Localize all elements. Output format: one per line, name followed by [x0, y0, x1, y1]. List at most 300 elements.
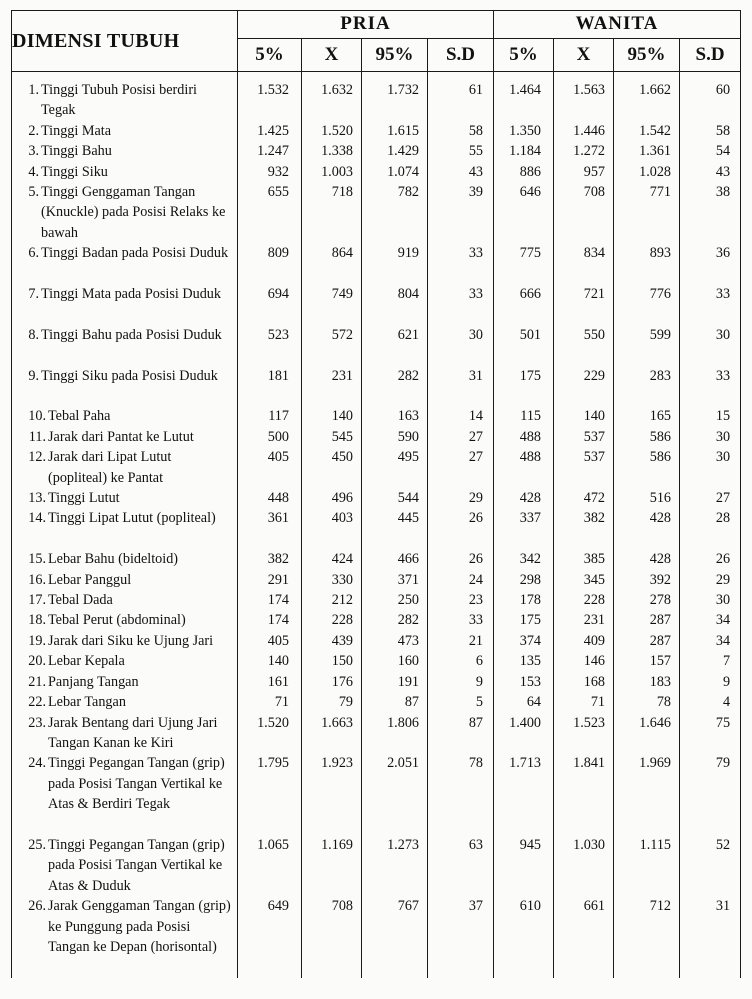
wanita-mean-cell: 409 — [554, 631, 614, 651]
pria-sd-cell: 23 — [428, 590, 494, 610]
wanita-mean-cell: 1.563 — [554, 72, 614, 121]
dimension-name-cell — [12, 427, 238, 447]
wanita-p5-cell: 135 — [494, 651, 554, 671]
pria-p95-cell: 495 — [362, 447, 428, 488]
wanita-p5-cell: 337 — [494, 508, 554, 549]
dimension-name-cell — [12, 162, 238, 182]
table-row — [12, 631, 741, 651]
row-number: 6. — [28, 245, 39, 262]
pria-sd-cell: 58 — [428, 121, 494, 141]
table-row — [12, 610, 741, 630]
wanita-mean-cell: 140 — [554, 406, 614, 426]
pria-p5-cell: 1.425 — [238, 121, 302, 141]
wanita-p95-cell: 428 — [614, 508, 680, 549]
wanita-p95-cell: 776 — [614, 284, 680, 325]
wanita-mean-cell: 228 — [554, 590, 614, 610]
row-number: 18. — [28, 612, 46, 629]
dimension-label: Tinggi Siku — [41, 163, 108, 180]
table-row — [12, 366, 741, 407]
pria-mean-cell: 231 — [302, 366, 362, 407]
pria-p5-cell: 405 — [238, 447, 302, 488]
pria-p95-cell: 1.806 — [362, 713, 428, 754]
table-row — [12, 835, 741, 896]
row-number: 13. — [28, 490, 46, 507]
wanita-mean-cell: 472 — [554, 488, 614, 508]
pria-sd-cell: 29 — [428, 488, 494, 508]
table-row — [12, 427, 741, 447]
wanita-sd-cell: 60 — [680, 72, 741, 121]
dimension-label: Tinggi Bahu — [41, 143, 112, 160]
wanita-p5-cell: 501 — [494, 325, 554, 366]
row-number: 20. — [28, 653, 46, 670]
pria-mean-cell: 1.169 — [302, 835, 362, 896]
wanita-p95-cell: 287 — [614, 610, 680, 630]
wanita-mean-cell: 1.523 — [554, 713, 614, 754]
pria-mean-cell: 79 — [302, 692, 362, 712]
table-row — [12, 72, 741, 121]
dimension-name-cell — [12, 366, 238, 407]
dimension-label: Lebar Panggul — [48, 571, 132, 588]
pria-sd-cell: 78 — [428, 753, 494, 835]
pria-p5-cell: 140 — [238, 651, 302, 671]
table-row — [12, 651, 741, 671]
header-wanita-p95: 95% — [614, 39, 680, 72]
pria-sd-cell: 26 — [428, 549, 494, 569]
pria-p5-cell: 500 — [238, 427, 302, 447]
dimension-name-cell — [12, 692, 238, 712]
dimension-label: Lebar Kepala — [48, 653, 125, 670]
row-number: 21. — [28, 673, 46, 690]
table-row — [12, 406, 741, 426]
pria-p5-cell: 405 — [238, 631, 302, 651]
dimension-label: Tebal Paha — [48, 408, 111, 425]
table-row — [12, 692, 741, 712]
table-row — [12, 753, 741, 835]
pria-mean-cell: 439 — [302, 631, 362, 651]
wanita-sd-cell: 54 — [680, 141, 741, 161]
wanita-sd-cell: 30 — [680, 325, 741, 366]
pria-mean-cell: 749 — [302, 284, 362, 325]
table-row — [12, 713, 741, 754]
row-number: 3. — [28, 143, 39, 160]
pria-mean-cell: 176 — [302, 672, 362, 692]
table-row — [12, 590, 741, 610]
pria-mean-cell: 496 — [302, 488, 362, 508]
pria-p5-cell: 361 — [238, 508, 302, 549]
dimension-name-cell — [12, 651, 238, 671]
wanita-p5-cell: 610 — [494, 896, 554, 978]
wanita-mean-cell: 834 — [554, 243, 614, 284]
wanita-mean-cell: 537 — [554, 427, 614, 447]
pria-sd-cell: 33 — [428, 243, 494, 284]
wanita-p95-cell: 771 — [614, 182, 680, 243]
wanita-p5-cell: 1.713 — [494, 753, 554, 835]
dimension-label: Tinggi Pegangan Tangan (grip) pada Posisi Tangan Vertikal ke Atas & Berdiri Tegak — [48, 755, 225, 813]
wanita-p95-cell: 599 — [614, 325, 680, 366]
wanita-mean-cell: 537 — [554, 447, 614, 488]
wanita-p5-cell: 428 — [494, 488, 554, 508]
row-number: 22. — [28, 694, 46, 711]
pria-p95-cell: 87 — [362, 692, 428, 712]
pria-sd-cell: 26 — [428, 508, 494, 549]
wanita-mean-cell: 1.272 — [554, 141, 614, 161]
pria-p5-cell: 1.795 — [238, 753, 302, 835]
wanita-sd-cell: 30 — [680, 590, 741, 610]
dimension-name-cell — [12, 549, 238, 569]
pria-p95-cell: 160 — [362, 651, 428, 671]
pria-sd-cell: 55 — [428, 141, 494, 161]
pria-mean-cell: 1.520 — [302, 121, 362, 141]
dimension-label: Tinggi Lipat Lutut (popliteal) — [48, 510, 216, 527]
row-number: 12. — [28, 449, 46, 466]
pria-mean-cell: 150 — [302, 651, 362, 671]
pria-mean-cell: 450 — [302, 447, 362, 488]
wanita-p95-cell: 78 — [614, 692, 680, 712]
wanita-sd-cell: 52 — [680, 835, 741, 896]
wanita-sd-cell: 34 — [680, 610, 741, 630]
wanita-p5-cell: 374 — [494, 631, 554, 651]
dimension-name-cell — [12, 570, 238, 590]
pria-sd-cell: 6 — [428, 651, 494, 671]
dimension-name-cell — [12, 896, 238, 978]
wanita-p5-cell: 488 — [494, 427, 554, 447]
dimension-name-cell — [12, 141, 238, 161]
table-row — [12, 672, 741, 692]
pria-sd-cell: 27 — [428, 427, 494, 447]
header-wanita-sd: S.D — [680, 39, 741, 72]
wanita-sd-cell: 30 — [680, 427, 741, 447]
pria-mean-cell: 228 — [302, 610, 362, 630]
wanita-sd-cell: 38 — [680, 182, 741, 243]
pria-sd-cell: 14 — [428, 406, 494, 426]
dimension-name-cell — [12, 488, 238, 508]
row-number: 14. — [28, 510, 46, 527]
wanita-p5-cell: 666 — [494, 284, 554, 325]
dimension-label: Tinggi Bahu pada Posisi Duduk — [41, 326, 222, 343]
pria-sd-cell: 39 — [428, 182, 494, 243]
pria-p5-cell: 694 — [238, 284, 302, 325]
dimension-label: Jarak dari Pantat ke Lutut — [48, 428, 194, 445]
pria-p5-cell: 1.520 — [238, 713, 302, 754]
wanita-mean-cell: 382 — [554, 508, 614, 549]
pria-sd-cell: 31 — [428, 366, 494, 407]
pria-p95-cell: 1.273 — [362, 835, 428, 896]
pria-mean-cell: 718 — [302, 182, 362, 243]
header-pria-p5: 5% — [238, 39, 302, 72]
dimension-name-cell — [12, 182, 238, 243]
row-number: 19. — [28, 632, 46, 649]
dimension-name-cell — [12, 835, 238, 896]
wanita-sd-cell: 4 — [680, 692, 741, 712]
pria-mean-cell: 708 — [302, 896, 362, 978]
dimension-label: Tebal Dada — [48, 592, 113, 609]
dimension-name-cell — [12, 72, 238, 121]
wanita-p5-cell: 1.350 — [494, 121, 554, 141]
wanita-p5-cell: 175 — [494, 366, 554, 407]
wanita-sd-cell: 75 — [680, 713, 741, 754]
pria-mean-cell: 1.663 — [302, 713, 362, 754]
wanita-p95-cell: 893 — [614, 243, 680, 284]
dimension-name-cell — [12, 590, 238, 610]
pria-sd-cell: 43 — [428, 162, 494, 182]
pria-sd-cell: 24 — [428, 570, 494, 590]
dimension-label: Tinggi Mata — [41, 122, 112, 139]
pria-sd-cell: 33 — [428, 284, 494, 325]
pria-mean-cell: 1.923 — [302, 753, 362, 835]
dimension-name-cell — [12, 121, 238, 141]
wanita-p95-cell: 1.115 — [614, 835, 680, 896]
pria-sd-cell: 61 — [428, 72, 494, 121]
pria-sd-cell: 30 — [428, 325, 494, 366]
wanita-p95-cell: 165 — [614, 406, 680, 426]
row-number: 24. — [28, 755, 46, 772]
wanita-sd-cell: 27 — [680, 488, 741, 508]
table-body — [12, 72, 741, 978]
wanita-sd-cell: 15 — [680, 406, 741, 426]
table-row — [12, 162, 741, 182]
row-number: 4. — [28, 163, 39, 180]
wanita-p95-cell: 1.662 — [614, 72, 680, 121]
wanita-sd-cell: 28 — [680, 508, 741, 549]
dimension-label: Tinggi Badan pada Posisi Duduk — [41, 245, 229, 262]
dimension-label: Tebal Perut (abdominal) — [48, 612, 186, 629]
pria-p95-cell: 163 — [362, 406, 428, 426]
header-pria-sd: S.D — [428, 39, 494, 72]
wanita-p5-cell: 1.184 — [494, 141, 554, 161]
pria-p5-cell: 1.247 — [238, 141, 302, 161]
header-wanita-p5: 5% — [494, 39, 554, 72]
pria-p5-cell: 181 — [238, 366, 302, 407]
wanita-mean-cell: 168 — [554, 672, 614, 692]
pria-mean-cell: 572 — [302, 325, 362, 366]
row-number: 8. — [28, 326, 39, 343]
wanita-p5-cell: 153 — [494, 672, 554, 692]
wanita-p95-cell: 1.361 — [614, 141, 680, 161]
pria-sd-cell: 37 — [428, 896, 494, 978]
pria-mean-cell: 864 — [302, 243, 362, 284]
header-group-wanita: WANITA — [494, 11, 741, 39]
header-dimensi-tubuh: DIMENSI TUBUH — [12, 11, 238, 72]
wanita-sd-cell: 9 — [680, 672, 741, 692]
dimension-label: Lebar Bahu (bideltoid) — [48, 551, 179, 568]
wanita-p95-cell: 157 — [614, 651, 680, 671]
dimension-name-cell — [12, 508, 238, 549]
table-header — [12, 11, 741, 72]
dimension-label: Jarak dari Lipat Lutut (popliteal) ke Pantat — [48, 449, 172, 486]
pria-p5-cell: 1.065 — [238, 835, 302, 896]
row-number: 11. — [28, 428, 46, 445]
wanita-p5-cell: 1.464 — [494, 72, 554, 121]
pria-p5-cell: 382 — [238, 549, 302, 569]
pria-p5-cell: 174 — [238, 610, 302, 630]
wanita-p5-cell: 646 — [494, 182, 554, 243]
pria-p95-cell: 804 — [362, 284, 428, 325]
table-row — [12, 182, 741, 243]
pria-mean-cell: 212 — [302, 590, 362, 610]
wanita-p5-cell: 1.400 — [494, 713, 554, 754]
wanita-mean-cell: 661 — [554, 896, 614, 978]
wanita-sd-cell: 30 — [680, 447, 741, 488]
pria-p95-cell: 473 — [362, 631, 428, 651]
pria-p5-cell: 174 — [238, 590, 302, 610]
wanita-sd-cell: 33 — [680, 366, 741, 407]
header-wanita-mean: X — [554, 39, 614, 72]
wanita-sd-cell: 34 — [680, 631, 741, 651]
wanita-mean-cell: 1.446 — [554, 121, 614, 141]
wanita-mean-cell: 721 — [554, 284, 614, 325]
dimension-label: Panjang Tangan — [48, 673, 139, 690]
dimension-name-cell — [12, 713, 238, 754]
wanita-p95-cell: 712 — [614, 896, 680, 978]
row-number: 2. — [28, 122, 39, 139]
wanita-sd-cell: 29 — [680, 570, 741, 590]
dimension-name-cell — [12, 325, 238, 366]
pria-p95-cell: 590 — [362, 427, 428, 447]
dimension-label: Tinggi Lutut — [48, 490, 120, 507]
wanita-mean-cell: 1.841 — [554, 753, 614, 835]
wanita-p95-cell: 183 — [614, 672, 680, 692]
dimension-label: Jarak Bentang dari Ujung Jari Tangan Kanan ke Kiri — [48, 714, 218, 751]
dimension-label: Lebar Tangan — [48, 694, 126, 711]
wanita-p5-cell: 886 — [494, 162, 554, 182]
pria-p95-cell: 1.732 — [362, 72, 428, 121]
wanita-mean-cell: 708 — [554, 182, 614, 243]
dimension-name-cell — [12, 243, 238, 284]
dimension-name-cell — [12, 631, 238, 651]
pria-p95-cell: 445 — [362, 508, 428, 549]
row-number: 15. — [28, 551, 46, 568]
wanita-p5-cell: 115 — [494, 406, 554, 426]
pria-p95-cell: 1.615 — [362, 121, 428, 141]
anthropometry-table — [11, 10, 741, 978]
wanita-p5-cell: 64 — [494, 692, 554, 712]
pria-sd-cell: 33 — [428, 610, 494, 630]
pria-p95-cell: 371 — [362, 570, 428, 590]
pria-p5-cell: 1.532 — [238, 72, 302, 121]
wanita-mean-cell: 231 — [554, 610, 614, 630]
pria-p5-cell: 161 — [238, 672, 302, 692]
row-number: 9. — [28, 367, 39, 384]
header-group-pria: PRIA — [238, 11, 494, 39]
row-number: 23. — [28, 714, 46, 731]
table-row — [12, 570, 741, 590]
dimension-name-cell — [12, 447, 238, 488]
table-row — [12, 121, 741, 141]
pria-mean-cell: 1.632 — [302, 72, 362, 121]
dimension-name-cell — [12, 406, 238, 426]
dimension-label: Tinggi Pegangan Tangan (grip) pada Posisi Tangan Vertikal ke Atas & Duduk — [48, 836, 225, 894]
pria-sd-cell: 5 — [428, 692, 494, 712]
table-row — [12, 488, 741, 508]
pria-p95-cell: 919 — [362, 243, 428, 284]
pria-p95-cell: 621 — [362, 325, 428, 366]
pria-p95-cell: 782 — [362, 182, 428, 243]
pria-p5-cell: 655 — [238, 182, 302, 243]
wanita-p5-cell: 488 — [494, 447, 554, 488]
row-number: 1. — [28, 82, 39, 98]
row-number: 10. — [28, 408, 46, 425]
row-number: 5. — [28, 184, 39, 201]
row-number: 26. — [28, 898, 46, 915]
pria-mean-cell: 403 — [302, 508, 362, 549]
row-number: 16. — [28, 571, 46, 588]
wanita-sd-cell: 43 — [680, 162, 741, 182]
table-row — [12, 325, 741, 366]
pria-p5-cell: 117 — [238, 406, 302, 426]
pria-sd-cell: 87 — [428, 713, 494, 754]
pria-p5-cell: 448 — [238, 488, 302, 508]
dimension-label: Tinggi Siku pada Posisi Duduk — [41, 367, 218, 384]
pria-p5-cell: 932 — [238, 162, 302, 182]
wanita-sd-cell: 79 — [680, 753, 741, 835]
wanita-mean-cell: 385 — [554, 549, 614, 569]
wanita-mean-cell: 1.030 — [554, 835, 614, 896]
pria-p5-cell: 291 — [238, 570, 302, 590]
pria-mean-cell: 424 — [302, 549, 362, 569]
wanita-mean-cell: 345 — [554, 570, 614, 590]
pria-p95-cell: 2.051 — [362, 753, 428, 835]
dimension-label: Tinggi Genggaman Tangan (Knuckle) pada Posisi Relaks ke bawah — [41, 184, 226, 241]
pria-sd-cell: 9 — [428, 672, 494, 692]
pria-mean-cell: 1.003 — [302, 162, 362, 182]
wanita-p95-cell: 516 — [614, 488, 680, 508]
header-pria-p95: 95% — [362, 39, 428, 72]
table-row — [12, 141, 741, 161]
wanita-sd-cell: 36 — [680, 243, 741, 284]
pria-p95-cell: 1.074 — [362, 162, 428, 182]
dimension-name-cell — [12, 672, 238, 692]
wanita-sd-cell: 31 — [680, 896, 741, 978]
row-number: 7. — [28, 286, 39, 303]
table-row — [12, 243, 741, 284]
pria-p95-cell: 544 — [362, 488, 428, 508]
wanita-p95-cell: 392 — [614, 570, 680, 590]
wanita-p95-cell: 428 — [614, 549, 680, 569]
pria-p95-cell: 282 — [362, 366, 428, 407]
table-row — [12, 284, 741, 325]
wanita-p95-cell: 1.028 — [614, 162, 680, 182]
pria-mean-cell: 140 — [302, 406, 362, 426]
wanita-p95-cell: 283 — [614, 366, 680, 407]
row-number: 17. — [28, 592, 46, 609]
wanita-p5-cell: 178 — [494, 590, 554, 610]
wanita-mean-cell: 550 — [554, 325, 614, 366]
pria-mean-cell: 1.338 — [302, 141, 362, 161]
wanita-p95-cell: 586 — [614, 447, 680, 488]
table-row — [12, 508, 741, 549]
wanita-p5-cell: 342 — [494, 549, 554, 569]
table-row — [12, 549, 741, 569]
header-pria-mean: X — [302, 39, 362, 72]
dimension-label: Jarak Genggaman Tangan (grip) ke Punggung pada Posisi Tangan ke Depan (horisontal) — [48, 898, 231, 955]
wanita-mean-cell: 71 — [554, 692, 614, 712]
dimension-label: Tinggi Tubuh Posisi berdiri Tegak — [41, 82, 197, 119]
pria-p95-cell: 767 — [362, 896, 428, 978]
pria-mean-cell: 330 — [302, 570, 362, 590]
row-number: 25. — [28, 836, 46, 853]
pria-p5-cell: 649 — [238, 896, 302, 978]
wanita-sd-cell: 58 — [680, 121, 741, 141]
table-row — [12, 447, 741, 488]
pria-p5-cell: 71 — [238, 692, 302, 712]
dimension-label: Jarak dari Siku ke Ujung Jari — [48, 632, 214, 649]
pria-mean-cell: 545 — [302, 427, 362, 447]
pria-p5-cell: 523 — [238, 325, 302, 366]
wanita-mean-cell: 146 — [554, 651, 614, 671]
wanita-mean-cell: 957 — [554, 162, 614, 182]
dimension-name-cell — [12, 753, 238, 835]
dimension-name-cell — [12, 610, 238, 630]
